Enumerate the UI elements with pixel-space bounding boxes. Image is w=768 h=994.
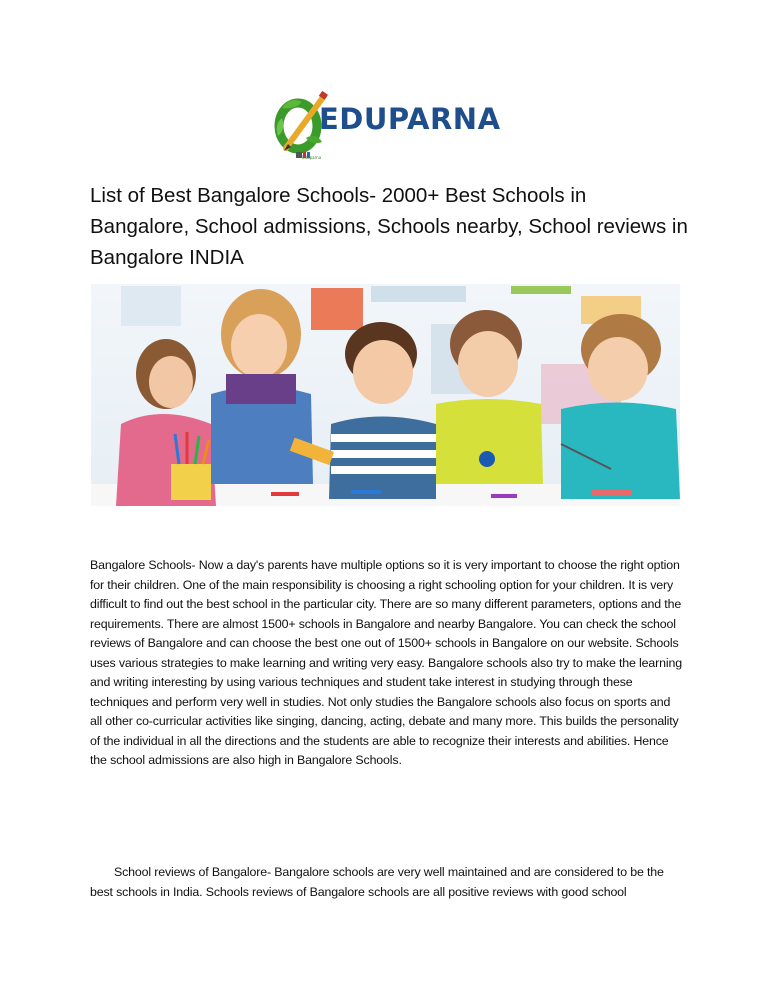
logo-brand-text: EDUPARNA: [319, 102, 501, 136]
logo-tagline: Eduparna: [302, 155, 322, 160]
eduparna-logo: [272, 88, 501, 160]
body-paragraph: Bangalore Schools- Now a day's parents have multiple options so it is very important to choose the right option for their children. One of the main responsibility is choosing a right schooling option for your children. It is very difficult to find out the best school in the particular city. There are so many different parameters, options and the requirements. There are almost 1500+ schools in Bangalore and nearby Bangalore. You can check the school reviews of Bangalore and can choose the best one out of 1500+ schools in Bangalore on our website. Schools uses various strategies to make learning and writing very easy. Bangalore schools also try to make the learning and writing interesting by using various techniques and student take interest in studying through these techniques and perform very well in studies. Not only studies the Bangalore schools also focus on sports and all other co-curricular activities like singing, dancing, acting, debate and many more. This builds the personality of the individual in all the directions and the students are able to recognize their interests and abilities. Hence the school admissions are also high in Bangalore Schools.: [90, 558, 682, 767]
page-title: List of Best Bangalore Schools- 2000+ Best Schools in Bangalore, School admissions, Schools nearby, School reviews in Bangalore INDIA: [90, 184, 688, 269]
body-paragraph: School reviews of Bangalore- Bangalore schools are very well maintained and are considered to be the best schools in India. Schools reviews of Bangalore schools are all positive reviews with good school: [90, 865, 664, 899]
hero-photo: [91, 284, 680, 506]
children-drawing-photo-icon: [91, 284, 680, 506]
